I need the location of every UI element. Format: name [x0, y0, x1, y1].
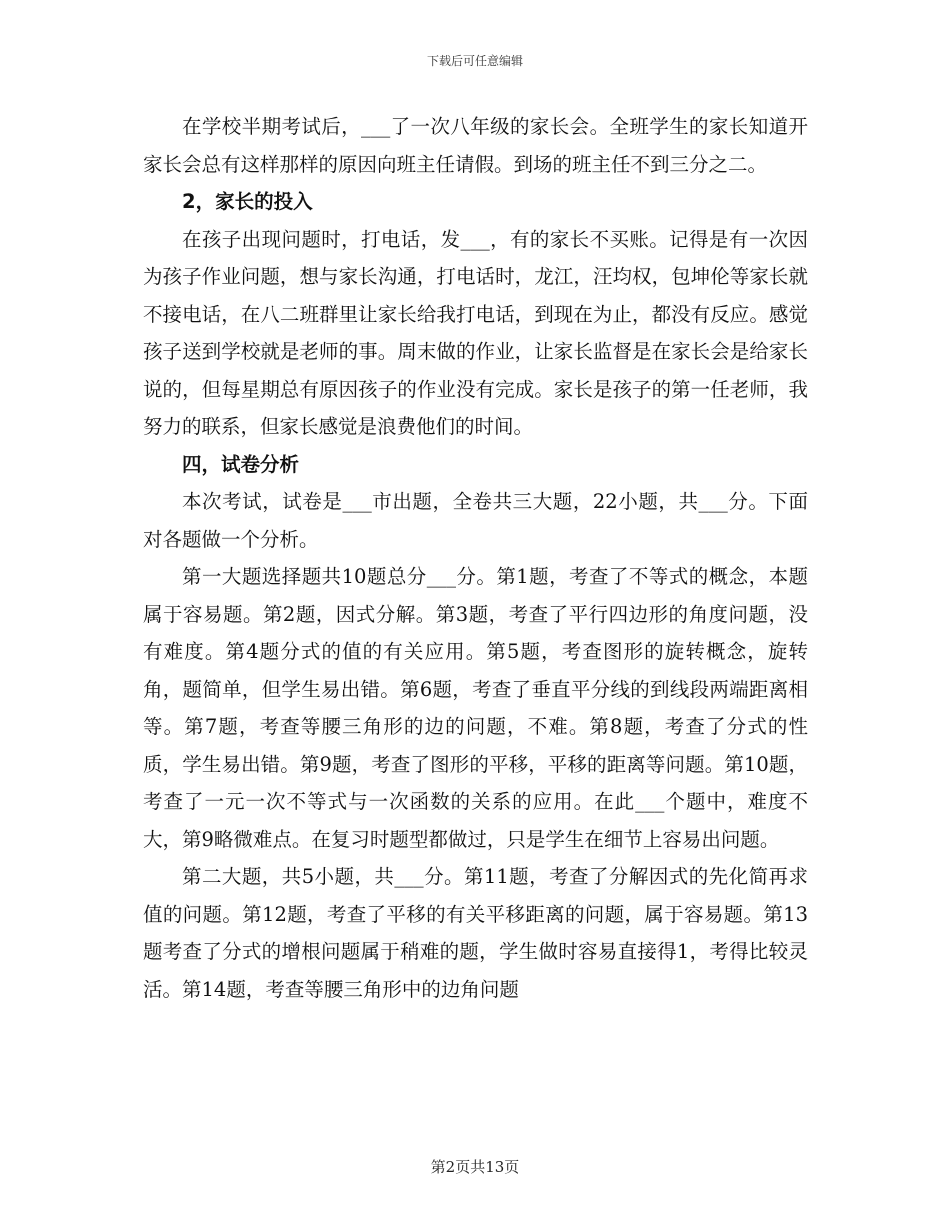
paragraph-parent-involvement: 在孩子出现问题时，打电话，发___，有的家长不买账。记得是有一次因为孩子作业问题，想与家长沟通，打电话时，龙江，汪均权，包坤伦等家长就不接电话，在八二班群里让家长给我打电话，到现在为止，都没有反应。感觉孩子送到学校就是老师的事。周末做的作业，让家长监督是在家长会是给家长说的，但每星期总有原因孩子的作业没有完成。家长是孩子的第一任老师，我努力的联系，但家长感觉是浪费他们的时间。	[143, 227, 808, 438]
paragraph-section-two-analysis: 第二大题，共5小题，共___分。第11题，考查了分解因式的先化简再求值的问题。第12题，考查了平移的有关平移距离的问题，属于容易题。第13题考查了分式的增根问题属于稍难的题，学生做时容易直接得1，考得比较灵活。第14题，考查等腰三角形中的边角问题	[143, 865, 808, 1001]
page-header-note: 下载后可任意编辑	[426, 54, 523, 68]
page-number: 第2页共13页	[430, 1158, 520, 1176]
paragraph-parents-meeting: 在学校半期考试后，___了一次八年级的家长会。全班学生的家长知道开家长会总有这样那样的原因向班主任请假。到场的班主任不到三分之二。	[143, 115, 808, 176]
paragraph-section-one-analysis: 第一大题选择题共10题总分___分。第1题，考查了不等式的概念，本题属于容易题。第2题，因式分解。第3题，考查了平行四边形的角度问题，没有难度。第4题分式的值的有关应用。第5题，考查图形的旋转概念，旋转角，题简单，但学生易出错。第6题，考查了垂直平分线的到线段两端距离相等。第7题，考查等腰三角形的边的问题，不难。第8题，考查了分式的性质，学生易出错。第9题，考查了图形的平移，平移的距离等问题。第10题，考查了一元一次不等式与一次函数的关系的应用。在此___个题中，难度不大，第9略微难点。在复习时题型都做过，只是学生在细节上容易出问题。	[143, 565, 808, 851]
section-heading-exam-analysis: 四，试卷分析	[182, 452, 300, 476]
section-heading-parent-involvement: 2，家长的投入	[182, 190, 313, 213]
paragraph-exam-overview: 本次考试，试卷是___市出题，全卷共三大题，22小题，共___分。下面对各题做一个分析。	[143, 490, 808, 551]
document-body	[143, 108, 808, 1008]
